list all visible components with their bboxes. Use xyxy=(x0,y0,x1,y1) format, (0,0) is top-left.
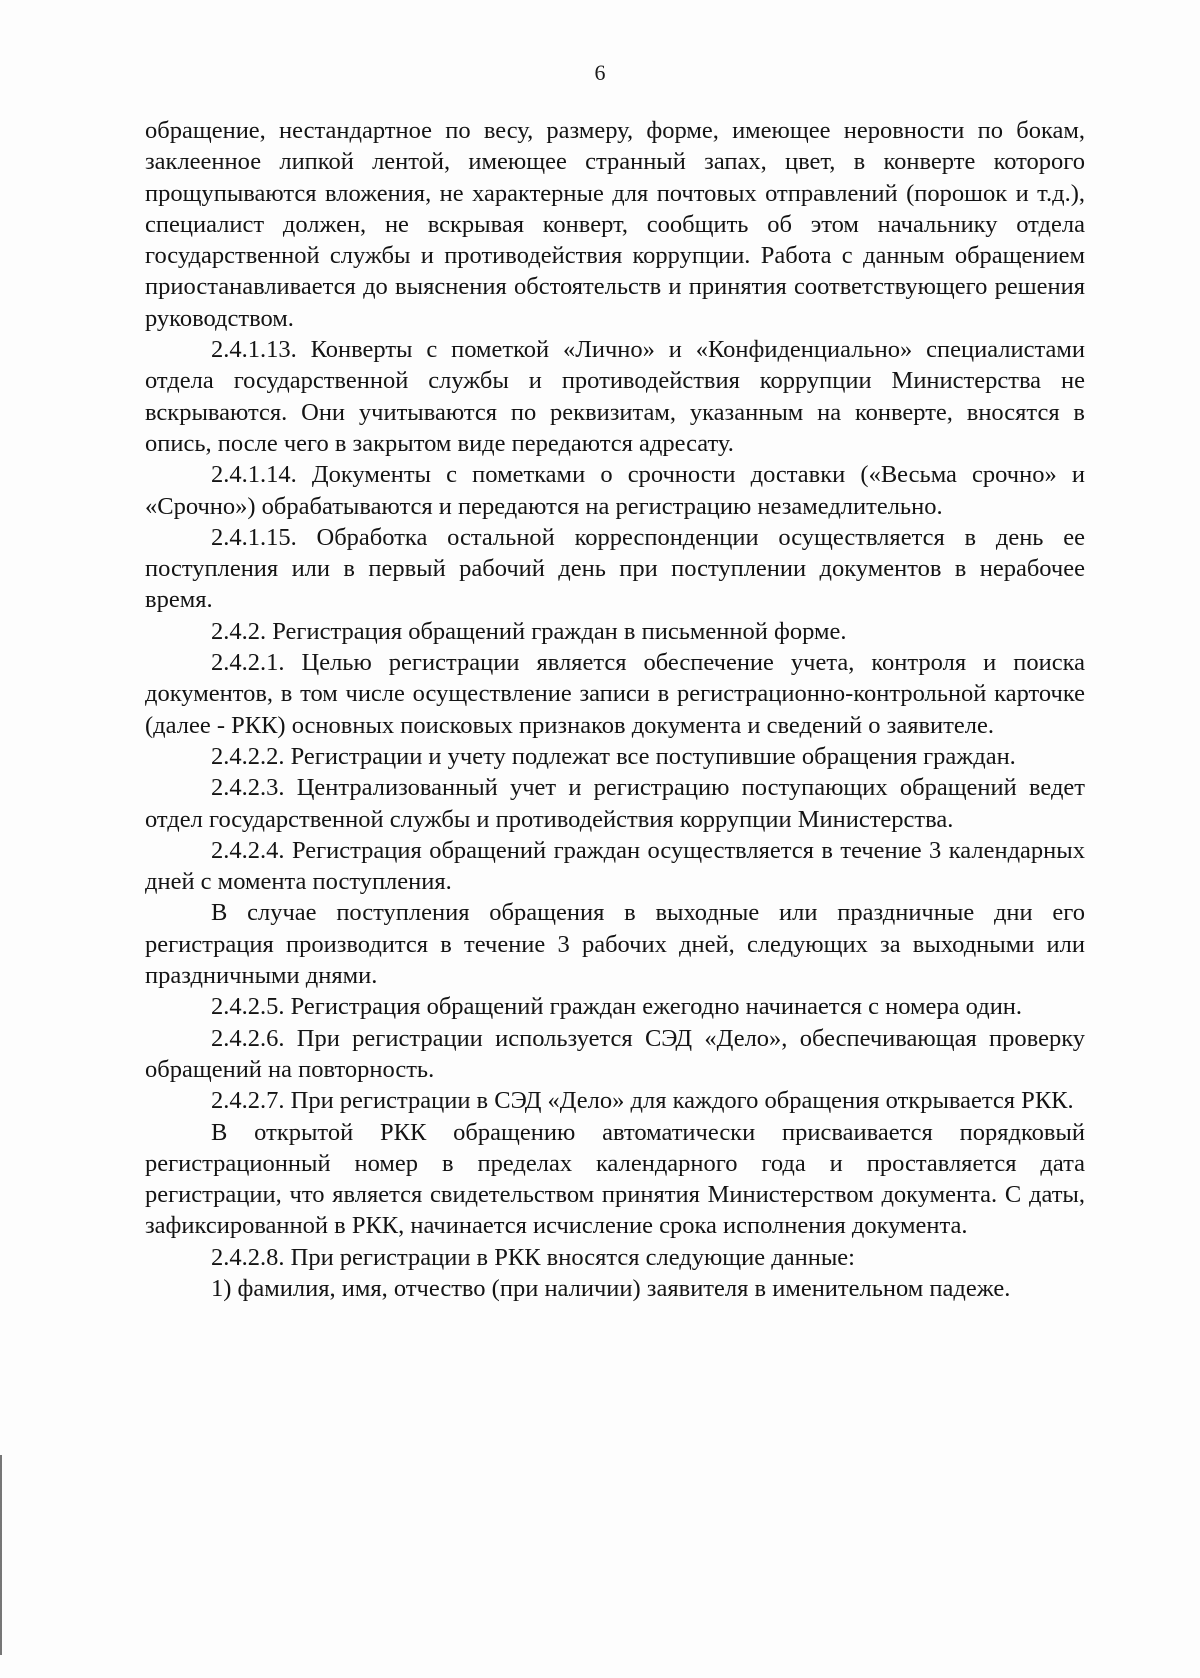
scan-edge-mark xyxy=(0,1455,5,1655)
paragraph-2-4-2-5: 2.4.2.5. Регистрация обращений граждан ежегодно начинается с номера один. xyxy=(211,993,1023,1021)
paragraph-2-4-2-7: 2.4.2.7. При регистрации в СЭД «Дело» для каждого обращения открывается РКК. xyxy=(211,1087,1074,1115)
paragraph-2-4-2: 2.4.2. Регистрация обращений граждан в письменной форме. xyxy=(211,617,847,645)
paragraph-2-4-2-8: 2.4.2.8. При регистрации в РКК вносятся следующие данные: xyxy=(211,1243,855,1271)
paragraph-2-4-2-2: 2.4.2.2. Регистрации и учету подлежат все поступившие обращения граждан. xyxy=(211,742,1016,770)
paragraph-2-4-1-15: 2.4.1.15. Обработка остальной корреспонденции осуществляется в день ее поступления или в первый рабочий день при поступлении документов в нерабочее время. xyxy=(145,523,1085,614)
paragraph-weekend-registration: В случае поступления обращения в выходные или праздничные дни его регистрация производится в течение 3 рабочих дней, следующих за выходными или праздничными днями. xyxy=(145,899,1085,990)
document-body xyxy=(145,115,1085,1304)
paragraph-2-4-2-1: 2.4.2.1. Целью регистрации является обеспечение учета, контроля и поиска документов, в том числе осуществление записи в регистрационно-контрольной карточке (далее - РКК) основных поисковых признаков документа и сведений о заявителе. xyxy=(145,649,1085,739)
paragraph-2-4-2-3: 2.4.2.3. Централизованный учет и регистрацию поступающих обращений ведет отдел государственной службы и противодействия коррупции Министерства. xyxy=(145,774,1085,833)
paragraph-2-4-2-6: 2.4.2.6. При регистрации используется СЭД «Дело», обеспечивающая проверку обращений на повторность. xyxy=(145,1024,1085,1083)
list-item-1: 1) фамилия, имя, отчество (при наличии) заявителя в именительном падеже. xyxy=(211,1274,1011,1302)
page-number: 6 xyxy=(594,60,606,85)
paragraph-continuation: обращение, нестандартное по весу, размеру, форме, имеющее неровности по бокам, заклеенное липкой лентой, имеющее странный запах, цвет, в конверте которого прощупываются вложения, не характерные для почтовых отправлений (порошок и т.д.), специалист должен, не вскрывая конверт, сообщить об этом начальнику отдела государственной службы и противодействия коррупции. Работа с данным обращением приостанавливается до выяснения обстоятельств и принятия соответствующего решения руководством. xyxy=(145,117,1085,332)
paragraph-rkk-number: В открытой РКК обращению автоматически присваивается порядковый регистрационный номер в пределах календарного года и проставляется дата регистрации, что является свидетельством принятия Министерством документа. С даты, зафиксированной в РКК, начинается исчисление срока исполнения документа. xyxy=(145,1118,1085,1240)
paragraph-2-4-1-13: 2.4.1.13. Конверты с пометкой «Лично» и «Конфиденциально» специалистами отдела государственной службы и противодействия коррупции Министерства не вскрываются. Они учитываются по реквизитам, указанным на конверте, вносятся в опись, после чего в закрытом виде передаются адресату. xyxy=(145,336,1085,457)
paragraph-2-4-1-14: 2.4.1.14. Документы с пометками о срочности доставки («Весьма срочно» и «Срочно») обрабатываются и передаются на регистрацию незамедлительно. xyxy=(145,461,1085,520)
paragraph-2-4-2-4: 2.4.2.4. Регистрация обращений граждан осуществляется в течение 3 календарных дней с момента поступления. xyxy=(145,836,1085,896)
